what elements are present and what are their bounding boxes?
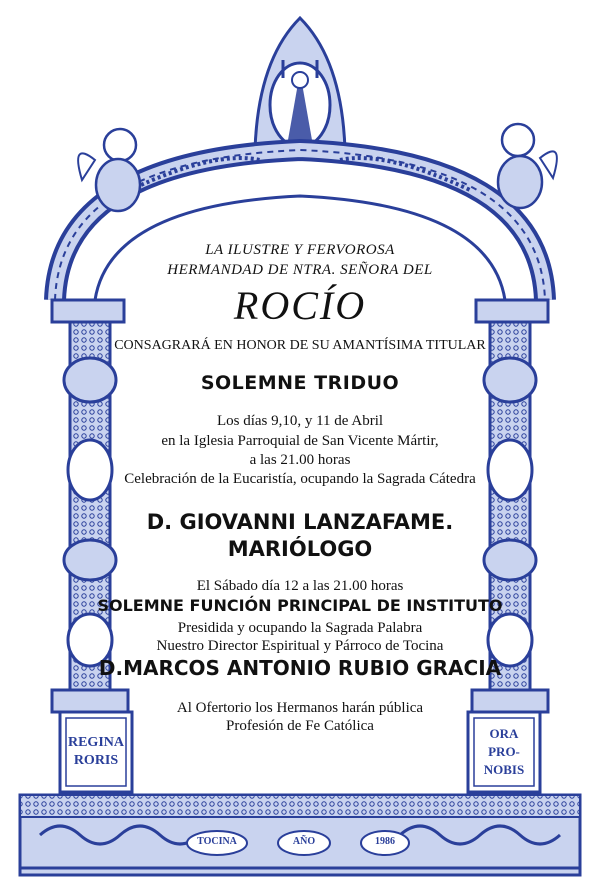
- left-cherub: [78, 129, 140, 211]
- preacher-role: MARIÓLOGO: [227, 537, 373, 561]
- triduo-line4: Celebración de la Eucaristía, ocupando la Sagrada Cátedra: [124, 471, 476, 487]
- left-pedestal-line1: REGINA: [67, 735, 124, 750]
- right-cherub: [498, 124, 557, 208]
- left-pedestal-line2: RORIS: [73, 753, 119, 768]
- header-subtitle: CONSAGRARÁ EN HONOR DE SU AMANTÍSIMA TITULAR: [114, 338, 486, 353]
- closing-line2: Profesión de Fe Católica: [226, 718, 374, 734]
- right-pedestal-line2: PRO-: [488, 744, 520, 759]
- right-pedestal-line3: NOBIS: [483, 762, 525, 777]
- base-label-right: 1986: [375, 836, 395, 847]
- funcion-line1: El Sábado día 12 a las 21.00 horas: [196, 578, 404, 594]
- triduo-line2: en la Iglesia Parroquial de San Vicente Mártir,: [161, 433, 439, 449]
- preacher-name: D. GIOVANNI LANZAFAME.: [146, 510, 454, 534]
- triduo-line3: a las 21.00 horas: [249, 452, 351, 468]
- funcion-heading: SOLEMNE FUNCIÓN PRINCIPAL DE INSTITUTO: [97, 596, 503, 615]
- funcion-name: D.MARCOS ANTONIO RUBIO GRACIA: [98, 656, 502, 680]
- page-title: ROCÍO: [233, 283, 367, 328]
- base-label-left: TOCINA: [197, 836, 237, 847]
- triduo-line1: Los días 9,10, y 11 de Abril: [216, 413, 384, 429]
- triduo-heading: SOLEMNE TRIDUO: [200, 372, 400, 394]
- frame-base: [20, 795, 580, 875]
- funcion-line3: Nuestro Director Espiritual y Párroco de Tocina: [156, 638, 444, 654]
- header-line1: LA ILUSTRE Y FERVOROSA: [205, 242, 395, 258]
- closing-line1: Al Ofertorio los Hermanos harán pública: [176, 700, 424, 716]
- right-pedestal-line1: ORA: [489, 726, 519, 741]
- header-line2: HERMANDAD DE NTRA. SEÑORA DEL: [167, 262, 433, 278]
- base-label-mid: AÑO: [292, 836, 316, 847]
- funcion-line2: Presidida y ocupando la Sagrada Palabra: [177, 620, 423, 636]
- crown-ornament: [255, 18, 345, 150]
